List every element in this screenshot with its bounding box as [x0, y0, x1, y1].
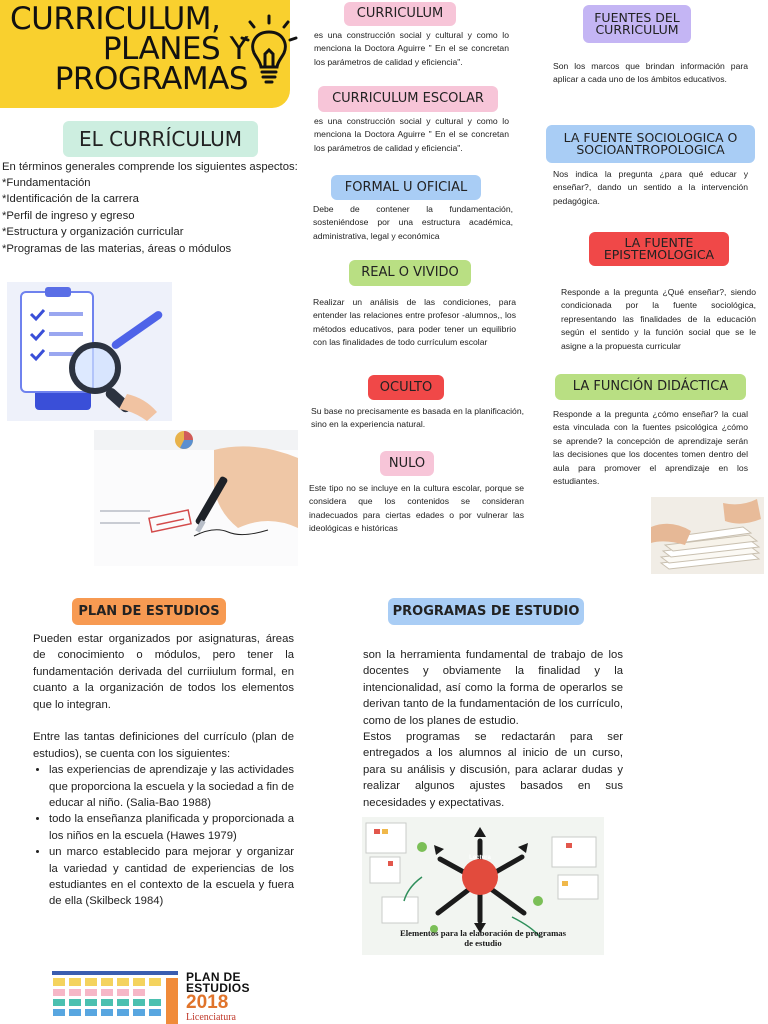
- plan-paragraph-1: Pueden estar organizados por asignaturas, áreas de conocimiento o módulos, pero tener la fundamentación derivada del curriiulum formal, en cuanto a la organización de todos los elementos que lo integran.: [33, 633, 294, 711]
- plan-text: [33, 631, 294, 910]
- curriculum-text: es una construcción social y cultural y como lo menciona la Doctora Aguirre " En el se concretan los parámetros de calidad y eficiencia".: [314, 30, 509, 67]
- list-item: *Programas de las materias, áreas o módulos: [2, 242, 232, 255]
- mindmap-caption: Elementos para la elaboración de programas de estudio: [399, 928, 567, 948]
- plan-estudios-label: PLAN DE ESTUDIOS: [72, 598, 226, 625]
- lightbulb-icon: [238, 10, 300, 90]
- programas-paragraph-1: son la herramienta fundamental de trabajo de los docentes y obviamente la finalidad y la intencionalidad, así como la forma de operarlos se derivan tanto de la fundamentación de los currículo, como de los planes de estudio.: [363, 649, 623, 727]
- nulo-text: Este tipo no se incluye en la cultura escolar, porque se considera que los contenidos se consideran inadecuados para ciertas edades o por vulnerar las ideológicas e históricas: [309, 483, 524, 534]
- curriculum-escolar-label: CURRICULUM ESCOLAR: [318, 86, 498, 112]
- epistemologica-label-line-2: EPISTEMOLOGICA: [603, 247, 715, 262]
- list-item: • un marco establecido para mejorar y organizar la variedad y cantidad de experiencias de los estudiantes en el contexto de la escuela y fuera de ella (Skilbeck 1984): [49, 844, 294, 910]
- mindmap-center-label: Lectura: [469, 855, 491, 861]
- list-item: *Identificación de la carrera: [2, 193, 139, 206]
- list-item: *Fundamentación: [2, 177, 91, 189]
- real-label: REAL O VIVIDO: [349, 260, 471, 286]
- plan-estudios-2018-image: [50, 970, 260, 1024]
- programas-label: PROGRAMAS DE ESTUDIO: [388, 598, 584, 625]
- programas-paragraph-2: Estos programas se redactarán para ser entregados a los alumnos al inicio de un curso, para su análisis y discusión, para aclarar dudas y realizar algunos ajustes basados en sus necesidades y expectativas.: [363, 731, 623, 809]
- fuentes-text: Son los marcos que brindan información para aplicar a cada uno de los ámbitos educativos.: [553, 61, 748, 85]
- epistemologica-label: [589, 232, 729, 266]
- sociologica-label-line-2: SOCIOANTROPOLOGICA: [576, 142, 725, 157]
- epistemologica-label-line-1: LA FUENTE: [624, 235, 694, 250]
- plan-badge-year: 2018: [186, 992, 229, 1013]
- epistemologica-text: Responde a la pregunta ¿Qué enseñar?, siendo condicionada por la fuente sociológica, representando las finalidades de la educación según el sentido y la función social que se le asigne a la propuesta curricular: [561, 287, 756, 351]
- sociologica-text: Nos indica la pregunta ¿para qué educar y enseñar?, dando un sentido a la intervención pedagógica.: [553, 169, 748, 206]
- curriculum-label: CURRICULUM: [344, 2, 456, 26]
- formal-label: FORMAL U OFICIAL: [331, 175, 481, 200]
- didactica-label: LA FUNCIÓN DIDÁCTICA: [555, 374, 746, 400]
- page-title: [8, 1, 248, 97]
- curriculum-items: [2, 175, 302, 257]
- programas-text: [363, 647, 623, 811]
- sociologica-label-line-1: LA FUENTE SOCIOLOGICA O: [563, 130, 738, 145]
- papers-stack-photo: [651, 497, 764, 574]
- title-line-2: PLANES Y: [102, 31, 248, 67]
- nulo-label: NULO: [380, 451, 434, 476]
- title-line-1: CURRICULUM,: [10, 1, 221, 37]
- curriculum-escolar-text: es una construcción social y cultural y como lo menciona la Doctora Aguirre " En el se concretan los parámetros de calidad y eficiencia".: [314, 116, 509, 153]
- list-item: • las experiencias de aprendizaje y las actividades que proporciona la escuela y la sociedad a fin de educar al niño. (Salia-Bao 1988): [49, 762, 294, 811]
- clipboard-illustration: [7, 282, 172, 421]
- oculto-text: Su base no precisamente es basada en la planificación, sino en la experiencia natural.: [311, 406, 524, 430]
- signing-document-photo: [94, 430, 298, 566]
- curriculum-map-grid: [50, 970, 182, 1024]
- curriculum-heading: EL CURRÍCULUM: [63, 121, 258, 157]
- plan-badge-line-2: ESTUDIOS: [186, 981, 250, 995]
- fuentes-label: [583, 5, 691, 43]
- formal-text: Debe de contener la fundamentación, sosteniéndose por una estructura académica, administrativa, legal y económica: [313, 204, 513, 241]
- list-item: *Perfil de ingreso y egreso: [2, 209, 135, 222]
- list-item: • todo la enseñanza planificada y proporcionada a los niños en la escuela (Hawes 1979): [49, 811, 294, 844]
- list-item: *Estructura y organización curricular: [2, 226, 184, 239]
- real-text: Realizar un análisis de las condiciones, para entender las relaciones entre profesor -alumnos,, los métodos educativos, para poder tener un equilibrio con las finalidades de todo currículum escolar: [313, 297, 516, 348]
- plan-badge-text: [186, 972, 260, 1023]
- didactica-text: Responde a la pregunta ¿cómo enseñar? la cual esta vinculada con la fuentes psicológica ¿cómo se aprende? la concepción de aprendizaje serán las decisiones que los docentes tomen dentro del aula para promover el aprendizaje en los estudiantes.: [553, 409, 748, 487]
- oculto-label: OCULTO: [368, 375, 444, 400]
- curriculum-intro: En términos generales comprende los siguientes aspectos:: [2, 161, 298, 173]
- plan-badge-line-1: PLAN DE: [186, 970, 241, 984]
- sociologica-label: [546, 125, 755, 163]
- fuentes-label-line-1: FUENTES DEL: [594, 10, 680, 25]
- plan-badge-sub: Licenciatura: [186, 1012, 236, 1023]
- fuentes-label-line-2: CURRICULUM: [595, 22, 679, 37]
- programas-mindmap-image: [362, 817, 604, 955]
- plan-paragraph-2: Entre las tantas definiciones del currículo (plan de estudios), se cuenta con los siguientes:: [33, 731, 294, 760]
- title-line-3: PROGRAMAS: [54, 61, 248, 97]
